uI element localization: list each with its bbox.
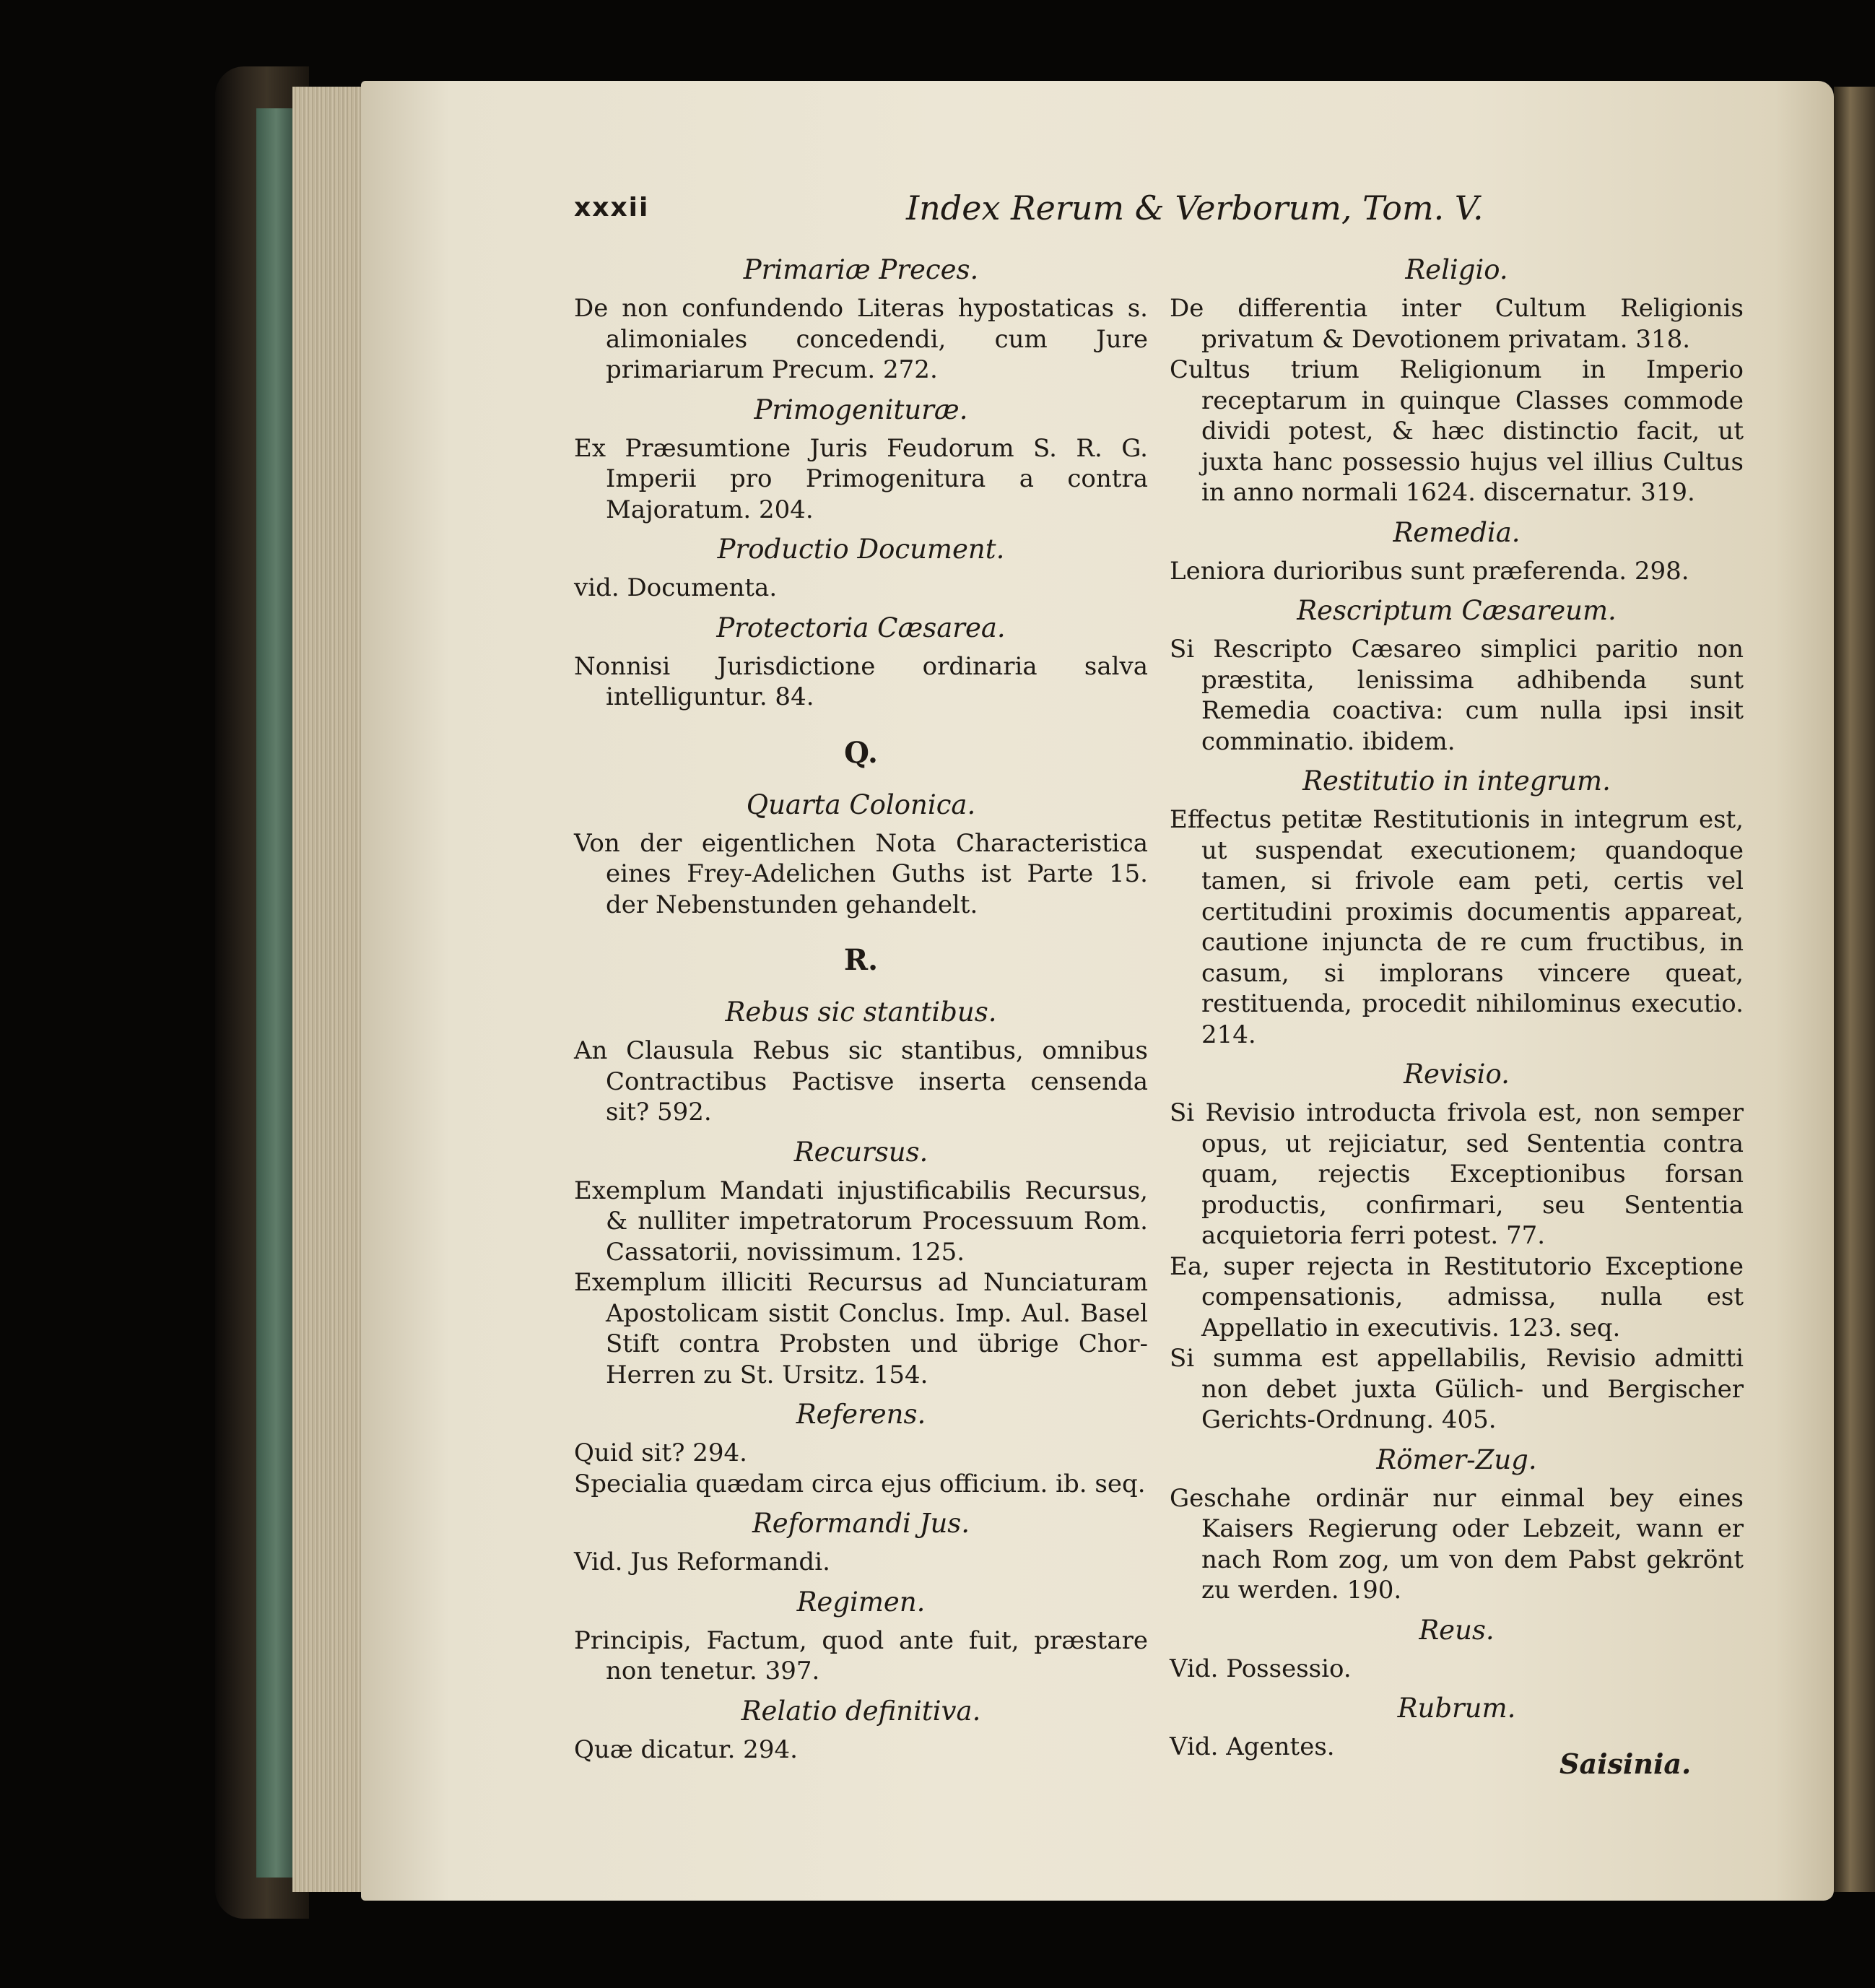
index-heading: Quarta Colonica. — [746, 789, 976, 820]
index-entry: Si Rescripto Cæsareo simplici paritio non præstita, lenissima adhibenda sunt Remedia coactiva: cum nulla ipsi insit comminatio. ibidem. — [1170, 635, 1744, 756]
index-entry: Exemplum illiciti Recursus ad Nunciaturam Apostolicam sistit Conclus. Imp. Aul. Basel Stift contra Probsten und übrige Chor-Herren zu St. Ursitz. 154. — [574, 1268, 1148, 1389]
index-entry: Vid. Possessio. — [1170, 1654, 1352, 1683]
running-head — [574, 186, 1787, 230]
index-heading: Regimen. — [796, 1586, 926, 1618]
index-entry: Principis, Factum, quod ante fuit, præstare non tenetur. 397. — [574, 1625, 1148, 1685]
index-heading: Recursus. — [793, 1136, 928, 1168]
section-letter: R. — [843, 943, 879, 977]
index-heading: Primariæ Preces. — [743, 254, 979, 285]
index-entry: Vid. Jus Reformandi. — [574, 1548, 830, 1576]
index-heading: Römer-Zug. — [1376, 1444, 1537, 1475]
page-folio: xxxii — [574, 193, 650, 222]
index-heading: Referens. — [796, 1399, 926, 1430]
index-entry: Exemplum Mandati injustificabilis Recursus, & nulliter impetratorum Processuum Rom. Cassatorii, novissimum. 125. — [574, 1176, 1148, 1267]
index-heading: Religio. — [1405, 254, 1508, 285]
index-heading: Reus. — [1419, 1614, 1495, 1646]
index-heading: Relatio definitiva. — [741, 1695, 981, 1727]
index-entry: Si summa est appellabilis, Revisio admitti non debet juxta Gülich- und Bergischer Gerichts-Ordnung. 405. — [1170, 1344, 1744, 1434]
index-entry: Ex Præsumtione Juris Feudorum S. R. G. Imperii pro Primogenitura a contra Majoratum. 204. — [574, 433, 1148, 524]
index-heading: Rebus sic stantibus. — [725, 997, 997, 1028]
left-column — [574, 246, 1148, 1765]
index-entry: Quæ dicatur. 294. — [574, 1735, 798, 1764]
catchword: Saisinia. — [1559, 1748, 1692, 1780]
index-entry: De non confundendo Literas hypostaticas s. alimoniales concedendi, cum Jure primariarum Precum. 272. — [574, 294, 1148, 384]
index-entry: Specialia quædam circa ejus officium. ib. seq. — [574, 1469, 1146, 1498]
index-heading: Rubrum. — [1397, 1693, 1516, 1724]
index-entry: De differentia inter Cultum Religionis privatum & Devotionem privatam. 318. — [1170, 294, 1744, 354]
index-entry: Von der eigentlichen Nota Characteristica eines Frey-Adelichen Guths ist Parte 15. der Nebenstunden gehandelt. — [574, 828, 1148, 919]
index-heading: Restitutio in integrum. — [1302, 765, 1611, 796]
index-heading: Rescriptum Cæsareum. — [1297, 595, 1617, 626]
index-entry: Ea, super rejecta in Restitutorio Exceptione compensationis, admissa, nulla est Appellatio in executivis. 123. seq. — [1170, 1251, 1744, 1342]
index-heading: Revisio. — [1404, 1059, 1510, 1090]
index-entry: Nonnisi Jurisdictione ordinaria salva intelliguntur. 84. — [574, 651, 1148, 711]
right-column — [1170, 246, 1744, 1763]
index-heading: Productio Document. — [717, 534, 1005, 565]
index-heading: Primogenituræ. — [754, 394, 968, 425]
index-entry: Leniora durioribus sunt præferenda. 298. — [1170, 556, 1689, 586]
index-entry: Si Revisio introducta frivola est, non semper opus, ut rejiciatur, sed Sententia contra quam, rejectis Exceptionibus forsan productis, confirmari, seu Sententia acquietoria ferri potest. 77. — [1170, 1098, 1744, 1250]
index-entry: Quid sit? 294. — [574, 1438, 747, 1467]
index-heading: Reformandi Jus. — [752, 1508, 970, 1539]
index-entry: An Clausula Rebus sic stantibus, omnibus Contractibus Pactisve inserta censenda sit? 592. — [574, 1036, 1148, 1127]
running-title: Index Rerum & Verborum, Tom. V. — [906, 188, 1484, 227]
index-entry: Effectus petitæ Restitutionis in integrum est, ut suspendat executionem; quandoque tamen, si frivole eam peti, certis vel certitudini proximis documentis appareat, cautione injuncta de re cum fructibus, in casum, si implorans vincere queat, restituenda, procedit nihilominus executio. 214. — [1170, 805, 1744, 1049]
index-entry: vid. Documenta. — [574, 573, 778, 602]
index-heading: Remedia. — [1393, 516, 1521, 548]
index-entry: Vid. Agentes. — [1170, 1732, 1335, 1761]
index-entry: Cultus trium Religionum in Imperio receptarum in quinque Classes commode dividi potest, & hæc distinctio facit, ut juxta hanc possessio hujus vel illius Cultus in anno normali 1624. discernatur. 319. — [1170, 355, 1744, 507]
index-entry: Geschahe ordinär nur einmal bey eines Kaisers Regierung oder Lebzeit, wann er nach Rom zog, um von dem Pabst gekrönt zu werden. 190. — [1170, 1483, 1744, 1605]
section-letter: Q. — [844, 735, 878, 770]
index-heading: Protectoria Cæsarea. — [716, 612, 1006, 643]
